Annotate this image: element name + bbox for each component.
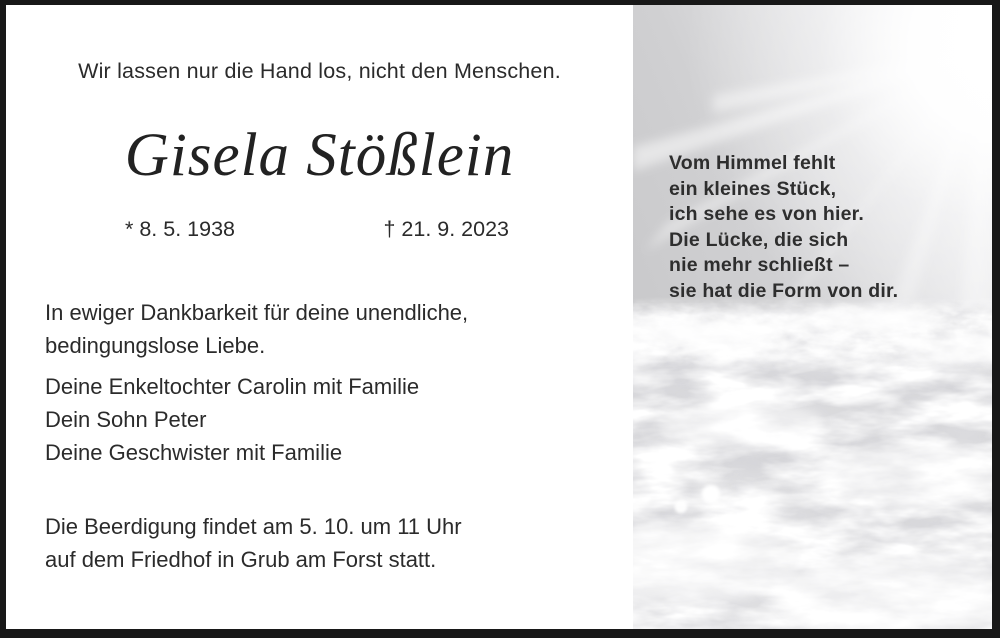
birth-date: * 8. 5. 1938 [125,217,235,241]
poem-line: Vom Himmel fehlt [669,152,836,174]
life-dates [125,217,509,242]
notice-card [6,5,992,629]
funeral-line: Die Beerdigung findet am 5. 10. um 11 Uhr [45,514,462,539]
deceased-name: Gisela Stößlein [124,122,515,189]
mourner-line: Deine Geschwister mit Familie [45,440,343,465]
cloud-deck [633,297,992,629]
mourner-line: Dein Sohn Peter [45,407,207,432]
poem-line: nie mehr schließt – [669,254,850,276]
poem-line: Die Lücke, die sich [669,228,849,251]
poem-line: sie hat die Form von dir. [669,279,899,302]
mourner-line: Deine Enkeltochter Carolin mit Familie [45,374,420,399]
tribute-line: bedingungslose Liebe. [45,333,266,358]
tribute-text [45,296,468,362]
sky-photo [633,5,992,629]
announcement-panel [6,5,633,629]
memorial-poem [669,151,898,304]
sky-clouds-sun-image [633,5,992,629]
funeral-info [45,510,462,576]
funeral-line: auf dem Friedhof in Grub am Forst statt. [45,547,437,572]
poem-line: ich sehe es von hier. [669,203,864,225]
poem-line: ein kleines Stück, [669,177,837,200]
epigraph-text: Wir lassen nur die Hand los, nicht den Menschen. [78,59,561,83]
tribute-line: In ewiger Dankbarkeit für deine unendliche, [45,300,469,325]
death-date: † 21. 9. 2023 [383,217,509,241]
mourners-list [45,370,419,469]
